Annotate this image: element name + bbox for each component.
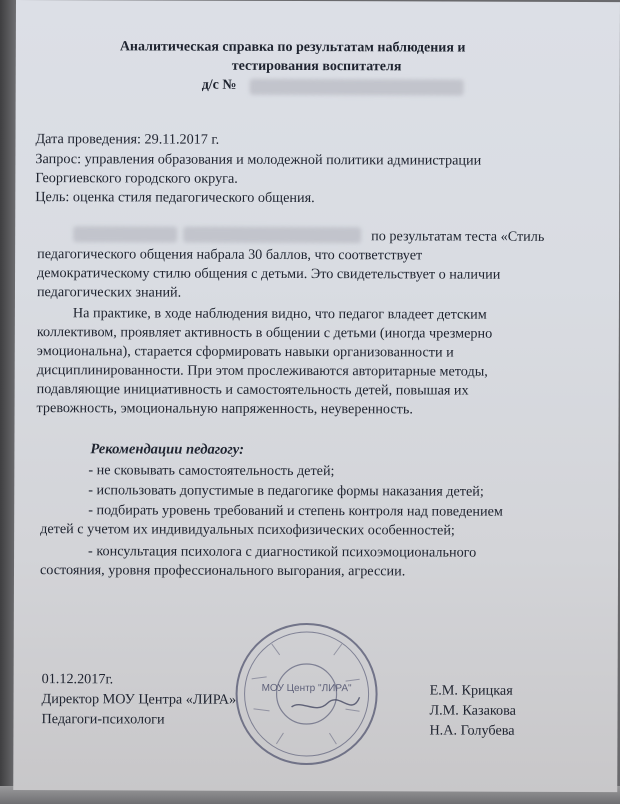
title-line-1: Аналитическая справка по результатам наблюдения и — [119, 39, 466, 56]
recommendation-4-line-1: - консультация психолога с диагностикой психоэмоционального — [88, 543, 477, 561]
signature-date: 01.12.2017г. — [41, 671, 114, 688]
recommendation-3-line-2: детей с учетом их индивидуальных психофизических особенностей; — [40, 521, 455, 539]
request-line-2: Георгиевского городского округа. — [35, 170, 238, 187]
document-page — [13, 0, 620, 792]
para2-line-6: тревожность, эмоциональную напряженность, неуверенность. — [36, 400, 413, 418]
para1-line-1: по результатам теста «Стиль — [371, 228, 545, 245]
title-line-2: тестирования воспитателя — [231, 58, 402, 75]
para2-line-5: подавляющие инициативность и самостоятельность детей, повышая их — [36, 381, 469, 399]
recommendation-3-line-1: - подбирать уровень требований и степень контроля над поведением — [88, 502, 503, 520]
official-stamp-seal — [231, 619, 382, 770]
recommendation-2: - использовать допустимые в педагогике формы наказания детей; — [88, 482, 484, 500]
signature-director: Директор МОУ Центра «ЛИРА» — [41, 691, 237, 708]
request-line-1: Запрос: управления образования и молодежной политики администрации — [35, 151, 482, 169]
para1-line-4: педагогических знаний. — [36, 284, 182, 301]
recommendation-1: - не сковывать самостоятельность детей; — [88, 462, 335, 480]
para2-line-2: коллективом, проявляет активность в общении с детьми (иногда чрезмерно — [36, 324, 493, 342]
redacted-name-2 — [183, 227, 361, 244]
signatory-name-3: Н.А. Голубева — [429, 722, 515, 739]
recommendation-4-line-2: состояния, уровня профессионального выгорания, агрессии. — [39, 562, 406, 580]
para1-line-3: демократическому стилю общения с детьми. Это свидетельствует о наличии — [37, 265, 501, 283]
recommendations-heading: Рекомендации педагогу: — [90, 441, 245, 458]
redacted-name-1 — [73, 226, 177, 242]
redacted-kindergarten-number — [250, 79, 464, 96]
para2-line-3: эмоциональна), старается сформировать навыки организованности и — [36, 343, 454, 361]
para2-line-1: На практике, в ходе наблюдения видно, что педагог владеет детским — [72, 305, 487, 323]
title-line-3: д/с № — [201, 77, 237, 93]
stamp-text: МОУ Центр "ЛИРА" — [261, 682, 352, 695]
signature-psychologists: Педагоги-психологи — [41, 711, 165, 728]
signatory-name-2: Л.М. Казакова — [429, 702, 516, 719]
goal-line: Цель: оценка стиля педагогического общения. — [35, 189, 315, 207]
para2-line-4: дисциплинированности. При этом прослеживаются авторитарные методы, — [36, 362, 488, 380]
date-line: Дата проведения: 29.11.2017 г. — [35, 131, 220, 148]
para1-line-2: педагогического общения набрала 30 баллов, что соответствует — [37, 246, 423, 264]
signatory-name-1: Е.М. Крицкая — [429, 682, 513, 699]
